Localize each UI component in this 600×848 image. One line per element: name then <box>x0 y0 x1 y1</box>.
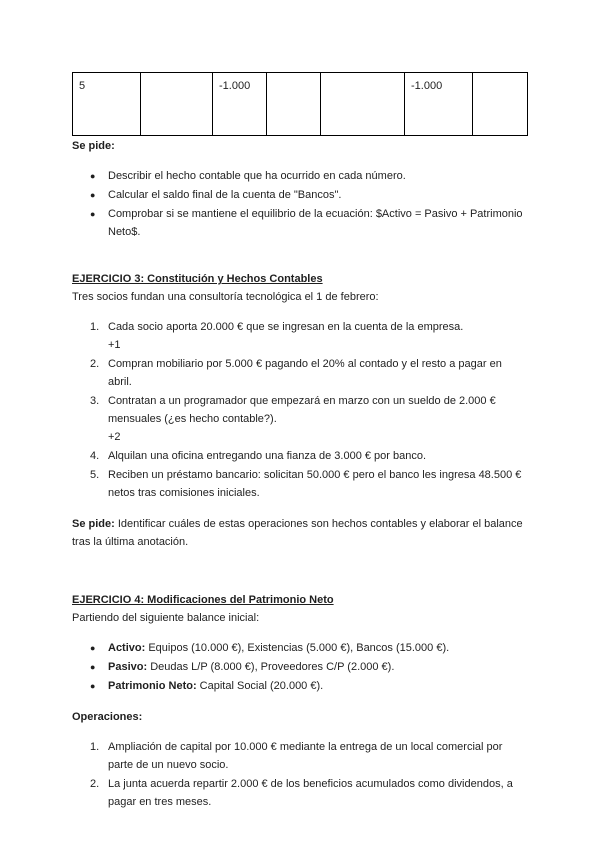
item-text: Reciben un préstamo bancario: solicitan 50.000 € pero el banco les ingresa 48.500 € netos tras comisiones iniciales. <box>108 469 522 499</box>
balance-label: Pasivo: <box>108 661 148 673</box>
balance-label: Patrimonio Neto: <box>108 680 197 692</box>
list-item: ● Calcular el saldo final de la cuenta de "Bancos". <box>108 186 528 204</box>
list-item <box>90 775 528 811</box>
item-number: 1. <box>90 321 100 333</box>
item-text: La junta acuerda repartir 2.000 € de los beneficios acumulados como dividendos, a pagar en tres meses. <box>108 778 513 808</box>
table-cell: -1.000 <box>405 73 473 136</box>
list-item: ● Describir el hecho contable que ha ocurrido en cada número. <box>108 167 528 185</box>
se-pide-heading: Se pide: <box>72 140 115 152</box>
table-cell <box>267 73 321 136</box>
item-text: Contratan a un programador que empezará en marzo con un sueldo de 2.000 € mensuales (¿es hecho contable?). <box>108 395 496 425</box>
ejercicio3-list <box>72 318 528 502</box>
item-number: 1. <box>90 741 100 753</box>
table-cell <box>321 73 405 136</box>
se-pide-text: Identificar cuáles de estas operaciones son hechos contables y elaborar el balance tras la última anotación. <box>72 518 523 548</box>
item-number: 3. <box>90 395 100 407</box>
ejercicio3-title: EJERCICIO 3: Constitución y Hechos Contables <box>72 273 323 285</box>
list-item <box>90 392 528 446</box>
list-item <box>90 318 528 354</box>
table-cell: 5 <box>73 73 141 136</box>
item-number: 4. <box>90 450 100 462</box>
item-number: 5. <box>90 469 100 481</box>
balance-text: Equipos (10.000 €), Existencias (5.000 €), Bancos (15.000 €). <box>145 642 450 654</box>
balance-list <box>72 639 528 695</box>
list-item <box>108 677 528 695</box>
balance-label: Activo: <box>108 642 146 654</box>
item-text: Cada socio aporta 20.000 € que se ingresan en la cuenta de la empresa. <box>108 321 464 333</box>
list-item <box>90 447 528 465</box>
document-page <box>72 72 528 812</box>
se-pide-label: Se pide: <box>72 518 115 530</box>
table-cell: -1.000 <box>213 73 267 136</box>
list-item <box>90 355 528 391</box>
item-note: +2 <box>108 431 121 443</box>
balance-text: Capital Social (20.000 €). <box>196 680 324 692</box>
ejercicio4-title: EJERCICIO 4: Modificaciones del Patrimonio Neto <box>72 594 334 606</box>
ledger-table <box>72 72 528 136</box>
table-cell <box>473 73 528 136</box>
list-item <box>108 639 528 657</box>
list-item: ● Comprobar si se mantiene el equilibrio de la ecuación: $Activo = Pasivo + Patrimonio Neto$. <box>108 205 528 241</box>
item-note: +1 <box>108 339 121 351</box>
se-pide-list <box>72 167 528 241</box>
item-text: Alquilan una oficina entregando una fianza de 3.000 € por banco. <box>108 450 427 462</box>
operaciones-list <box>72 738 528 811</box>
ejercicio4-intro: Partiendo del siguiente balance inicial: <box>72 612 260 624</box>
list-item <box>90 738 528 774</box>
item-text: Compran mobiliario por 5.000 € pagando el 20% al contado y el resto a pagar en abril. <box>108 358 502 388</box>
list-item <box>108 658 528 676</box>
balance-text: Deudas L/P (8.000 €), Proveedores C/P (2.000 €). <box>147 661 395 673</box>
table-cell <box>141 73 213 136</box>
ejercicio3-se-pide <box>72 515 528 551</box>
item-text: Ampliación de capital por 10.000 € mediante la entrega de un local comercial por parte de un nuevo socio. <box>108 741 503 771</box>
item-number: 2. <box>90 778 100 790</box>
table-row <box>73 73 528 136</box>
operaciones-heading: Operaciones: <box>72 711 143 723</box>
item-number: 2. <box>90 358 100 370</box>
ejercicio3-intro: Tres socios fundan una consultoría tecnológica el 1 de febrero: <box>72 291 379 303</box>
list-item <box>90 466 528 502</box>
